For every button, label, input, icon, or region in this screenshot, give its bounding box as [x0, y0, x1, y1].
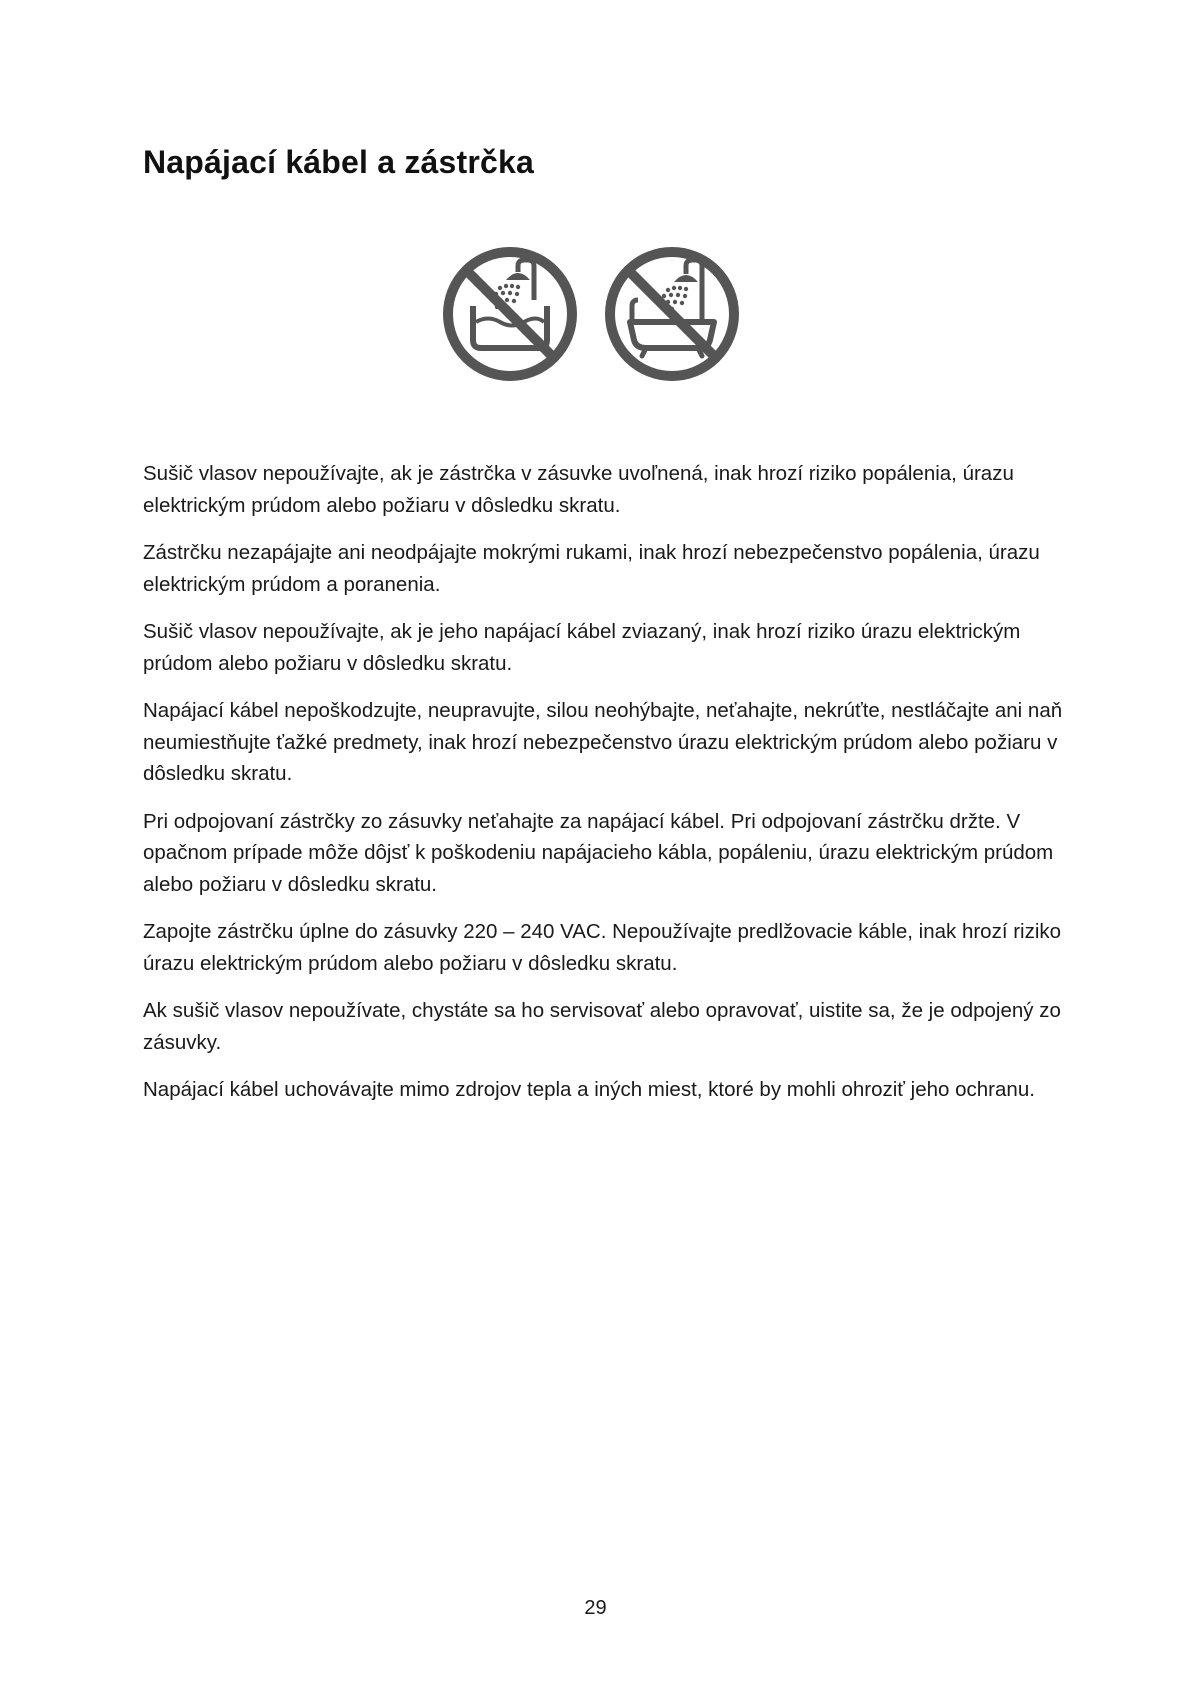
no-water-basin-icon — [440, 244, 580, 384]
instruction-paragraph: Napájací kábel nepoškodzujte, neupravujte, silou neohýbajte, neťahajte, nekrúťte, nestláčajte ani naň neumiestňujte ťažké predmety, inak hrozí nebezpečenstvo úrazu elektrickým prúdom alebo požiaru v dôsledku skratu. — [143, 699, 1063, 785]
page-number: 29 — [584, 1597, 607, 1619]
instruction-paragraph: Pri odpojovaní zástrčky zo zásuvky neťahajte za napájací kábel. Pri odpojovaní zástrčku držte. V opačnom prípade môže dôjsť k poškodeniu napájacieho kábla, popáleniu, úrazu elektrickým prúdom alebo požiaru v dôsledku skratu. — [143, 809, 1054, 896]
instruction-paragraph: Napájací kábel uchovávajte mimo zdrojov tepla a iných miest, ktoré by mohli ohroziť jeho ochranu. — [143, 1078, 1035, 1101]
instruction-paragraph: Sušič vlasov nepoužívajte, ak je jeho napájací kábel zviazaný, inak hrozí riziko úrazu elektrickým prúdom alebo požiaru v dôsledku skratu. — [143, 620, 1021, 675]
warning-icons — [440, 244, 744, 384]
instruction-paragraph: Zapojte zástrčku úplne do zásuvky 220 – 240 VAC. Nepoužívajte predlžovacie káble, inak hrozí riziko úrazu elektrickým prúdom alebo požiaru v dôsledku skratu. — [143, 920, 1062, 975]
safety-instructions — [143, 458, 1063, 1122]
instruction-paragraph: Zástrčku nezapájajte ani neodpájajte mokrými rukami, inak hrozí nebezpečenstvo popálenia, úrazu elektrickým prúdom a poranenia. — [143, 541, 1040, 596]
page-title: Napájací kábel a zástrčka — [143, 144, 535, 180]
no-bathtub-shower-icon — [602, 244, 742, 384]
instruction-paragraph: Sušič vlasov nepoužívajte, ak je zástrčka v zásuvke uvoľnená, inak hrozí riziko popálenia, úrazu elektrickým prúdom alebo požiaru v dôsledku skratu. — [143, 462, 1014, 517]
instruction-paragraph: Ak sušič vlasov nepoužívate, chystáte sa ho servisovať alebo opravovať, uistite sa, že je odpojený zo zásuvky. — [143, 999, 1061, 1054]
